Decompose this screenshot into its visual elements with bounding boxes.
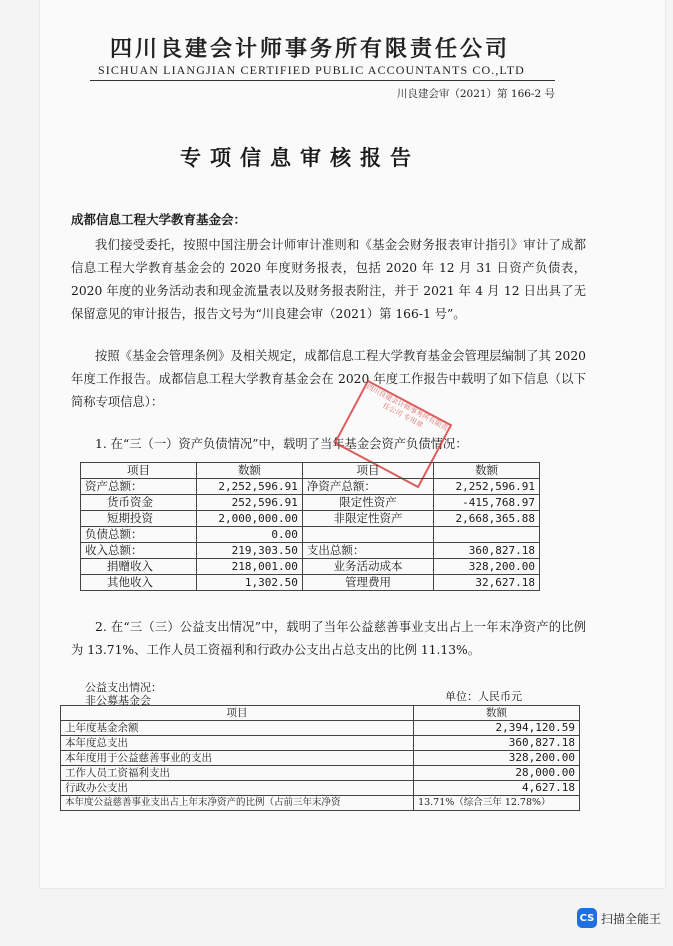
table-cell: 2,394,120.59 bbox=[414, 721, 580, 736]
table-row bbox=[81, 559, 540, 575]
table-cell: 28,000.00 bbox=[414, 766, 580, 781]
table-row bbox=[81, 479, 540, 495]
table-cell: 本年度用于公益慈善事业的支出 bbox=[61, 751, 414, 766]
table2-subcaption: 非公募基金会 bbox=[85, 694, 151, 707]
table-row bbox=[81, 527, 540, 543]
expenditure-table bbox=[60, 705, 580, 811]
report-reference: 川良建会审（2021）第 166-2 号 bbox=[396, 88, 555, 100]
table-header-cell: 数额 bbox=[197, 463, 303, 479]
table-header-cell: 项目 bbox=[81, 463, 197, 479]
table-row bbox=[61, 781, 580, 796]
table-cell: 短期投资 bbox=[81, 511, 197, 527]
table-cell bbox=[302, 527, 433, 543]
table-row bbox=[61, 766, 580, 781]
table-cell: 328,200.00 bbox=[414, 751, 580, 766]
table-row bbox=[61, 721, 580, 736]
table-cell: 非限定性资产 bbox=[302, 511, 433, 527]
table-header-cell: 项目 bbox=[61, 706, 414, 721]
table-cell: 328,200.00 bbox=[434, 559, 540, 575]
table-cell: 13.71%（综合三年 12.78%） bbox=[414, 796, 580, 811]
table-row bbox=[81, 543, 540, 559]
table-row bbox=[61, 751, 580, 766]
table-cell: 218,001.00 bbox=[197, 559, 303, 575]
camscanner-icon: CS bbox=[577, 908, 597, 928]
table-cell bbox=[434, 527, 540, 543]
table-header-cell: 数额 bbox=[414, 706, 580, 721]
document-page bbox=[40, 0, 665, 888]
balance-table bbox=[80, 462, 540, 591]
table-cell: 限定性资产 bbox=[302, 495, 433, 511]
table-row bbox=[61, 796, 580, 811]
table-cell: 4,627.18 bbox=[414, 781, 580, 796]
table-cell: 219,303.50 bbox=[197, 543, 303, 559]
table-cell: 2,252,596.91 bbox=[197, 479, 303, 495]
table-cell: 2,668,365.88 bbox=[434, 511, 540, 527]
table-cell: 本年度总支出 bbox=[61, 736, 414, 751]
table-cell: 2,252,596.91 bbox=[434, 479, 540, 495]
item-2-text: 2. 在“三（三）公益支出情况”中，载明了当年公益慈善事业支出占上一年末净资产的比例为 13.71%、工作人员工资福利和行政办公支出占总支出的比例 11.13%。 bbox=[71, 620, 586, 657]
seal-stamp: 四川良建会计师事务所有限责任公司 专用章 bbox=[334, 380, 453, 489]
table-cell: 本年度公益慈善事业支出占上年末净资产的比例（占前三年末净资 bbox=[61, 796, 414, 811]
table-cell: 货币资金 bbox=[81, 495, 197, 511]
firm-name-cn: 四川良建会计师事务所有限责任公司 bbox=[110, 37, 511, 62]
watermark-label: 扫描全能王 bbox=[600, 911, 661, 926]
table-cell: 360,827.18 bbox=[414, 736, 580, 751]
report-title: 专项信息审核报告 bbox=[180, 146, 420, 170]
table-row bbox=[81, 495, 540, 511]
table-row bbox=[61, 736, 580, 751]
table-cell: 管理费用 bbox=[302, 575, 433, 591]
header-rule bbox=[90, 80, 555, 81]
table-cell: 252,596.91 bbox=[197, 495, 303, 511]
paragraph-1: 我们接受委托，按照中国注册会计师审计准则和《基金会财务报表审计指引》审计了成都信息工程大学教育基金会的 2020 年度财务报表，包括 2020 年 12 月 31 日资产负债表，2020 年度的业务活动表和现金流量表以及财务报表附注，并于 2021 年 4 月 12 日出具了无保留意见的审计报告，报告文号为“川良建会审（2021）第 166-1 号”。 bbox=[71, 238, 586, 321]
table-cell: 其他收入 bbox=[81, 575, 197, 591]
table-cell: 净资产总额： bbox=[302, 479, 433, 495]
table-cell: 2,000,000.00 bbox=[197, 511, 303, 527]
scanner-watermark bbox=[577, 908, 661, 928]
firm-name-en: SICHUAN LIANGJIAN CERTIFIED PUBLIC ACCOUNTANTS CO.,LTD bbox=[98, 63, 525, 77]
table-cell: 负债总额： bbox=[81, 527, 197, 543]
table-row bbox=[81, 575, 540, 591]
table-cell: 上年度基金余额 bbox=[61, 721, 414, 736]
table-cell: 资产总额： bbox=[81, 479, 197, 495]
table-cell: -415,768.97 bbox=[434, 495, 540, 511]
item-1-text: 1. 在“三（一）资产负债情况”中，载明了当年基金会资产负债情况： bbox=[95, 437, 468, 451]
table2-unit: 单位：人民币元 bbox=[445, 690, 522, 703]
table-header-row bbox=[61, 706, 580, 721]
table-cell: 0.00 bbox=[197, 527, 303, 543]
table-cell: 支出总额： bbox=[302, 543, 433, 559]
table-cell: 业务活动成本 bbox=[302, 559, 433, 575]
paragraph-2: 按照《基金会管理条例》及相关规定，成都信息工程大学教育基金会管理层编制了其 2020 年度工作报告。成都信息工程大学教育基金会在 2020 年度工作报告中载明了如下信息（以下简称专项信息）： bbox=[71, 349, 586, 409]
table-cell: 捐赠收入 bbox=[81, 559, 197, 575]
table-cell: 1,302.50 bbox=[197, 575, 303, 591]
table2-caption: 公益支出情况： bbox=[85, 681, 162, 694]
table-row bbox=[81, 511, 540, 527]
table-header-row bbox=[81, 463, 540, 479]
table-header-cell: 数额 bbox=[434, 463, 540, 479]
table-cell: 行政办公支出 bbox=[61, 781, 414, 796]
table-cell: 360,827.18 bbox=[434, 543, 540, 559]
table-header-cell: 项目 bbox=[302, 463, 433, 479]
addressee: 成都信息工程大学教育基金会： bbox=[71, 212, 247, 227]
table-cell: 收入总额： bbox=[81, 543, 197, 559]
table-cell: 32,627.18 bbox=[434, 575, 540, 591]
table-cell: 工作人员工资福利支出 bbox=[61, 766, 414, 781]
